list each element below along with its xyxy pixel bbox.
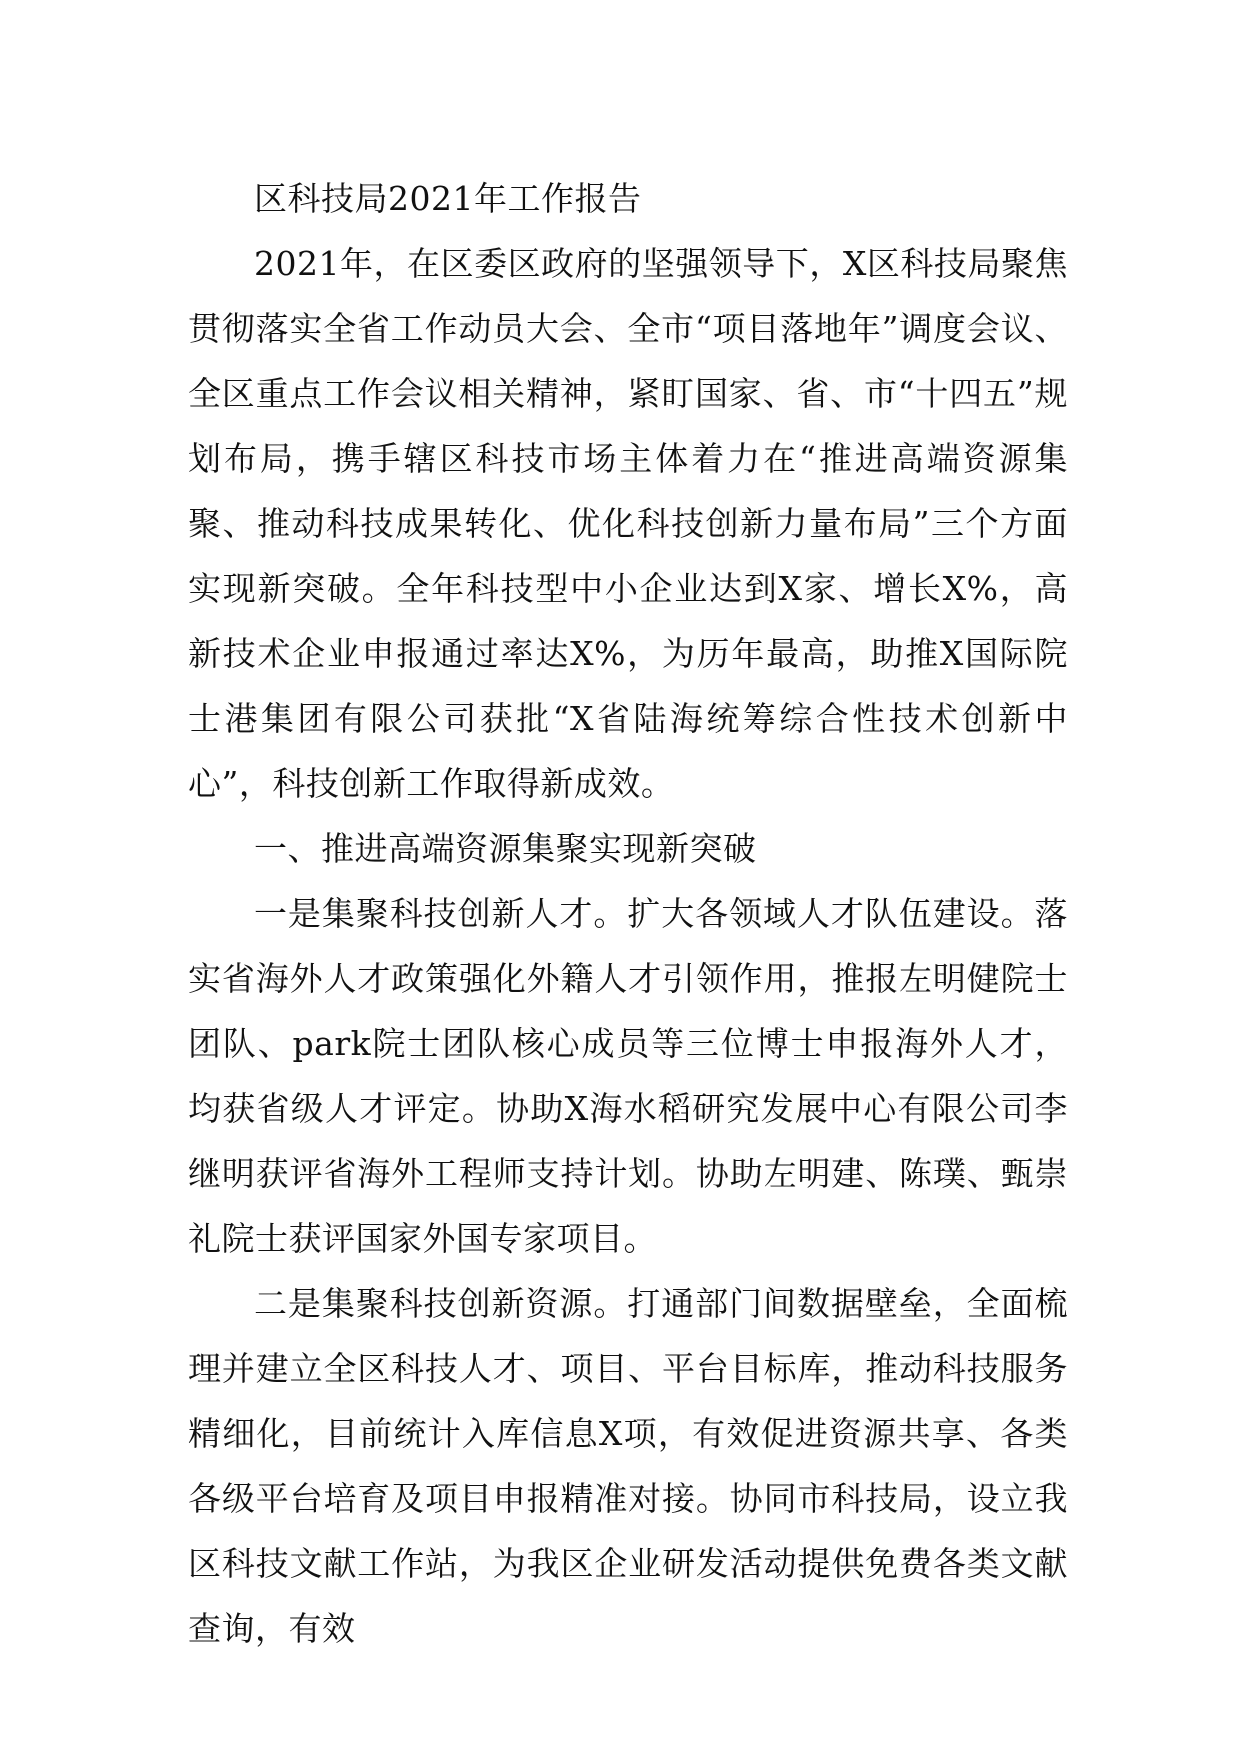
paragraph-talent: 一是集聚科技创新人才。扩大各领域人才队伍建设。落实省海外人才政策强化外籍人才引领作用，推报左明健院士团队、park院士团队核心成员等三位博士申报海外人才，均获省级人才评定。协助X海水稻研究发展中心有限公司李继明获评省海外工程师支持计划。协助左明建、陈璞、甄崇礼院士获评国家外国专家项目。 [188,894,1068,1258]
paragraph-resources: 二是集聚科技创新资源。打通部门间数据壁垒，全面梳理并建立全区科技人才、项目、平台目标库，推动科技服务精细化，目前统计入库信息X项，有效促进资源共享、各类各级平台培育及项目申报精准对接。协同市科技局，设立我区科技文献工作站，为我区企业研发活动提供免费各类文献查询，有效 [188,1284,1068,1648]
section-heading: 一、推进高端资源集聚实现新突破 [254,829,757,868]
document-body [188,166,1068,1661]
document-title: 区科技局2021年工作报告 [254,179,642,218]
paragraph-intro: 2021年，在区委区政府的坚强领导下，X区科技局聚焦贯彻落实全省工作动员大会、全市“项目落地年”调度会议、全区重点工作会议相关精神，紧盯国家、省、市“十四五”规划布局，携手辖区科技市场主体着力在“推进高端资源集聚、推动科技成果转化、优化科技创新力量布局”三个方面实现新突破。全年科技型中小企业达到X家、增长X%，高新技术企业申报通过率达X%，为历年最高，助推X国际院士港集团有限公司获批“X省陆海统筹综合性技术创新中心”，科技创新工作取得新成效。 [188,244,1068,803]
